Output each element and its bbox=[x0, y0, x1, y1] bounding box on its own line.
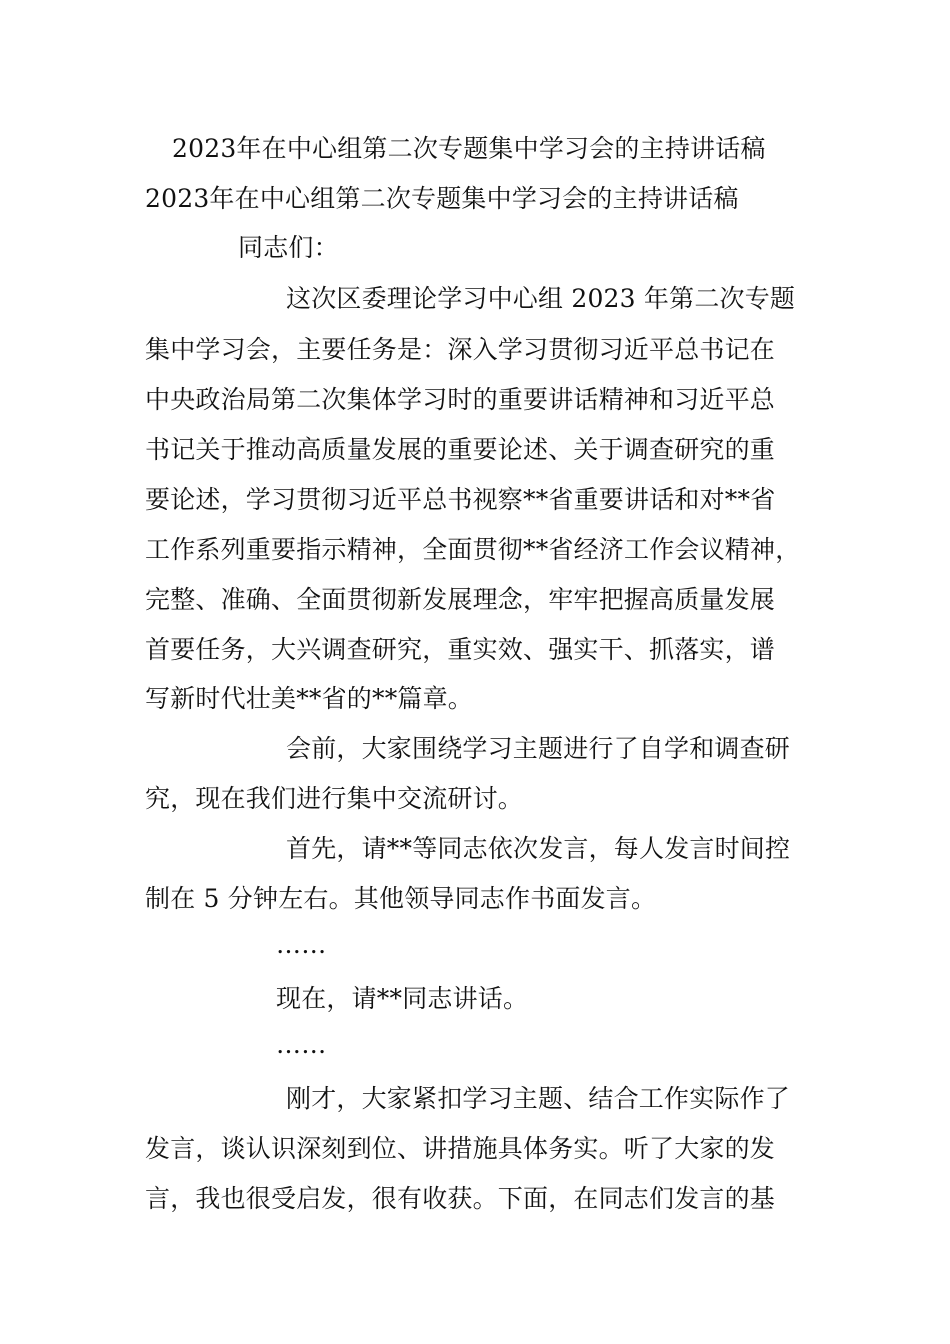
paragraph-line: 现在，请**同志讲话。 bbox=[276, 984, 529, 1013]
paragraph-line: 首先，请**等同志依次发言，每人发言时间控 bbox=[286, 834, 791, 863]
paragraph-line: 会前，大家围绕学习主题进行了自学和调查研 bbox=[286, 734, 791, 763]
document-subtitle: 2023年在中心组第二次专题集中学习会的主持讲话稿 bbox=[145, 184, 739, 213]
paragraph-line: 刚才，大家紧扣学习主题、结合工作实际作了 bbox=[286, 1084, 791, 1113]
paragraph-line: 要论述，学习贯彻习近平总书视察**省重要讲话和对**省 bbox=[145, 485, 776, 514]
paragraph-line: 这次区委理论学习中心组 2023 年第二次专题 bbox=[286, 284, 796, 313]
paragraph-line: 工作系列重要指示精神，全面贯彻**省经济工作会议精神， bbox=[145, 535, 801, 564]
paragraph-line: 集中学习会，主要任务是：深入学习贯彻习近平总书记在 bbox=[145, 335, 776, 364]
paragraph-line: 言，我也很受启发，很有收获。下面，在同志们发言的基 bbox=[145, 1184, 776, 1213]
paragraph-line: 首要任务，大兴调查研究，重实效、强实干、抓落实，谱 bbox=[145, 635, 776, 664]
salutation: 同志们： bbox=[238, 233, 339, 262]
ellipsis-line: …… bbox=[276, 930, 327, 959]
paragraph-line: 完整、准确、全面贯彻新发展理念，牢牢把握高质量发展 bbox=[145, 585, 776, 614]
paragraph-line: 中央政治局第二次集体学习时的重要讲话精神和习近平总 bbox=[145, 385, 776, 414]
paragraph-line: 制在 5 分钟左右。其他领导同志作书面发言。 bbox=[145, 884, 657, 913]
document-title: 2023年在中心组第二次专题集中学习会的主持讲话稿 bbox=[172, 134, 766, 163]
paragraph-line: 究，现在我们进行集中交流研讨。 bbox=[145, 784, 524, 813]
paragraph-line: 写新时代壮美**省的**篇章。 bbox=[145, 684, 474, 713]
ellipsis-line: …… bbox=[276, 1030, 327, 1059]
paragraph-line: 书记关于推动高质量发展的重要论述、关于调查研究的重 bbox=[145, 435, 776, 464]
paragraph-line: 发言，谈认识深刻到位、讲措施具体务实。听了大家的发 bbox=[145, 1134, 776, 1163]
